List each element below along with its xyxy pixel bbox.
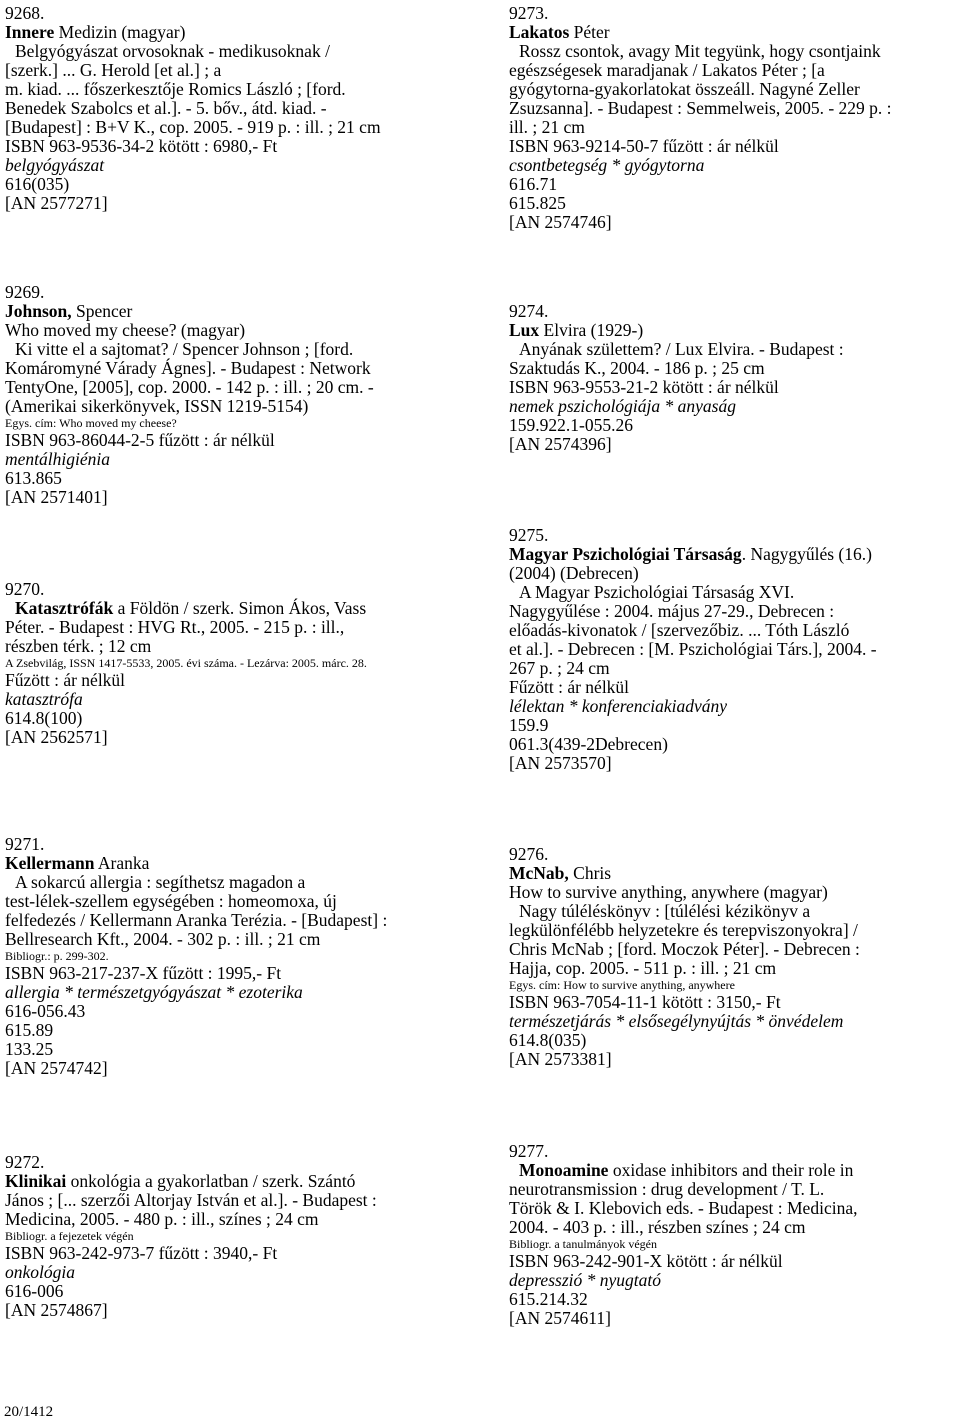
entry-note: Bibliogr. a tanulmányok végén xyxy=(509,1237,657,1251)
entry-heading: Lakatos Péter xyxy=(509,22,610,42)
entry-heading: Innere Medizin (magyar) xyxy=(5,22,186,42)
entry-an: [AN 2562571] xyxy=(5,727,108,747)
entry-line: Komáromyné Várady Ágnes]. - Budapest : Network xyxy=(5,358,371,378)
entry-title-line: Who moved my cheese? (magyar) xyxy=(5,320,246,340)
entry-isbn: Fűzött : ár nélkül xyxy=(509,677,630,697)
entry-line: A Magyar Pszichológiai Társaság XVI. xyxy=(519,582,795,602)
entry-udc: 616-006 xyxy=(5,1281,64,1301)
entry-heading: Kellermann Aranka xyxy=(5,853,150,873)
entry-subjects: természetjárás * elsősegélynyújtás * önvédelem xyxy=(509,1011,844,1031)
entry-9277 xyxy=(509,1142,960,1328)
entry-heading: Johnson, Spencer xyxy=(5,301,133,321)
entry-udc: 159.9 xyxy=(509,715,549,735)
entry-udc: 061.3(439-2Debrecen) xyxy=(509,734,668,754)
entry-line: előadás-kivonatok / [szervezőbiz. ... Tóth László xyxy=(509,620,850,640)
entry-line: (2004) (Debrecen) xyxy=(509,563,639,583)
entry-subjects: nemek pszichológiája * anyaság xyxy=(509,396,736,416)
entry-line: Belgyógyászat orvosoknak - medikusoknak / xyxy=(15,41,330,61)
entry-line: TentyOne, [2005], cop. 2000. - 142 p. : ill. ; 20 cm. - xyxy=(5,377,374,397)
entry-an: [AN 2574611] xyxy=(509,1308,611,1328)
entry-isbn: ISBN 963-7054-11-1 kötött : 3150,- Ft xyxy=(509,992,781,1012)
entry-line: Török & I. Klebovich eds. - Budapest : Medicina, xyxy=(509,1198,858,1218)
entry-udc: 615.89 xyxy=(5,1020,54,1040)
entry-9272 xyxy=(5,1153,465,1320)
entry-isbn: ISBN 963-217-237-X fűzött : 1995,- Ft xyxy=(5,963,282,983)
entry-isbn: ISBN 963-242-973-7 fűzött : 3940,- Ft xyxy=(5,1243,278,1263)
entry-line: et al.]. - Debrecen : [M. Pszichológiai Társ.], 2004. - xyxy=(509,639,877,659)
entry-line: m. kiad. ... főszerkesztője Romics László ; [ford. xyxy=(5,79,346,99)
entry-number: 9271. xyxy=(5,834,45,854)
entry-udc: 616(035) xyxy=(5,174,70,194)
entry-line: A sokarcú allergia : segíthetsz magadon a xyxy=(15,872,306,892)
entry-heading: Klinikai onkológia a gyakorlatban / szerk. Szántó xyxy=(5,1171,356,1191)
entry-line: legkülönfélébb helyzetekre és terepviszonyokra] / xyxy=(509,920,858,940)
entry-number: 9269. xyxy=(5,282,45,302)
entry-9275 xyxy=(509,526,960,773)
entry-line: gyógytorna-gyakorlatokat összeáll. Nagyné Zeller xyxy=(509,79,860,99)
entry-heading: Katasztrófák a Földön / szerk. Simon Ákos, Vass xyxy=(15,598,367,618)
entry-line: Nagygyűlése : 2004. május 27-29., Debrecen : xyxy=(509,601,835,621)
entry-subjects: csontbetegség * gyógytorna xyxy=(509,155,705,175)
entry-isbn: ISBN 963-9536-34-2 kötött : 6980,- Ft xyxy=(5,136,278,156)
entry-line: Rossz csontok, avagy Mit tegyünk, hogy csontjaink xyxy=(519,41,881,61)
entry-line: Bellresearch Kft., 2004. - 302 p. : ill. ; 21 cm xyxy=(5,929,321,949)
entry-note: Bibliogr. a fejezetek végén xyxy=(5,1229,134,1243)
entry-udc: 615.825 xyxy=(509,193,566,213)
entry-isbn: ISBN 963-86044-2-5 fűzött : ár nélkül xyxy=(5,430,275,450)
entry-heading: Monoamine oxidase inhibitors and their role in xyxy=(519,1160,854,1180)
entry-line: részben térk. ; 12 cm xyxy=(5,636,152,656)
entry-number: 9270. xyxy=(5,579,45,599)
entry-9271 xyxy=(5,835,465,1078)
entry-number: 9276. xyxy=(509,844,549,864)
entry-line: 2004. - 403 p. : ill., részben színes ; 24 cm xyxy=(509,1217,806,1237)
entry-line: Péter. - Budapest : HVG Rt., 2005. - 215 p. : ill., xyxy=(5,617,345,637)
entry-heading: Magyar Pszichológiai Társaság. Nagygyűlés (16.) xyxy=(509,544,872,564)
entry-line: ill. ; 21 cm xyxy=(509,117,585,137)
entry-9276 xyxy=(509,845,960,1069)
entry-line: Zsuzsanna]. - Budapest : Semmelweis, 2005. - 229 p. : xyxy=(509,98,892,118)
entry-9269 xyxy=(5,283,465,507)
entry-isbn: ISBN 963-9214-50-7 fűzött : ár nélkül xyxy=(509,136,779,156)
entry-subjects: allergia * természetgyógyászat * ezoterika xyxy=(5,982,303,1002)
entry-note: Egys. cím: Who moved my cheese? xyxy=(5,416,177,430)
entry-subjects: lélektan * konferenciakiadvány xyxy=(509,696,728,716)
entry-line: Chris McNab ; [ford. Moczok Péter]. - Debrecen : xyxy=(509,939,860,959)
entry-udc: 613.865 xyxy=(5,468,62,488)
entry-line: egészségesek maradjanak / Lakatos Péter ; [a xyxy=(509,60,825,80)
entry-subjects: depresszió * nyugtató xyxy=(509,1270,661,1290)
entry-isbn: Fűzött : ár nélkül xyxy=(5,670,126,690)
entry-number: 9272. xyxy=(5,1152,45,1172)
entry-subjects: mentálhigiénia xyxy=(5,449,110,469)
entry-9268 xyxy=(5,4,465,213)
entry-udc: 615.214.32 xyxy=(509,1289,588,1309)
entry-line: Anyának születtem? / Lux Elvira. - Budapest : xyxy=(519,339,844,359)
entry-line: test-lélek-szellem egységében : homeomoxa, új xyxy=(5,891,337,911)
entry-line: Medicina, 2005. - 480 p. : ill., színes ; 24 cm xyxy=(5,1209,319,1229)
entry-note: Egys. cím: How to survive anything, anywhere xyxy=(509,978,735,992)
entry-line: János ; [... szerzői Altorjay István et al.]. - Budapest : xyxy=(5,1190,377,1210)
entry-number: 9275. xyxy=(509,525,549,545)
entry-isbn: ISBN 963-9553-21-2 kötött : ár nélkül xyxy=(509,377,779,397)
entry-line: Ki vitte el a sajtomat? / Spencer Johnson ; [ford. xyxy=(15,339,354,359)
entry-udc: 614.8(035) xyxy=(509,1030,587,1050)
entry-note: Bibliogr.: p. 299-302. xyxy=(5,949,109,963)
entry-line: Hajja, cop. 2005. - 511 p. : ill. ; 21 cm xyxy=(509,958,777,978)
entry-line: Benedek Szabolcs et al.]. - 5. bőv., átd. kiad. - xyxy=(5,98,327,118)
entry-heading: McNab, Chris xyxy=(509,863,612,883)
page-footer: 20/1412 xyxy=(4,1404,54,1420)
entry-an: [AN 2574742] xyxy=(5,1058,108,1078)
entry-an: [AN 2573570] xyxy=(509,753,612,773)
entry-udc: 133.25 xyxy=(5,1039,54,1059)
entry-udc: 159.922.1-055.26 xyxy=(509,415,633,435)
entry-isbn: ISBN 963-242-901-X kötött : ár nélkül xyxy=(509,1251,783,1271)
entry-heading: Lux Elvira (1929-) xyxy=(509,320,644,340)
entry-line: neurotransmission : drug development / T. L. xyxy=(509,1179,825,1199)
entry-9273 xyxy=(509,4,960,232)
entry-an: [AN 2571401] xyxy=(5,487,108,507)
entry-line: Szaktudás K., 2004. - 186 p. ; 25 cm xyxy=(509,358,765,378)
entry-an: [AN 2574396] xyxy=(509,434,612,454)
entry-line: Nagy túléléskönyv : [túlélési kézikönyv a xyxy=(519,901,811,921)
entry-number: 9268. xyxy=(5,3,45,23)
entry-note: A Zsebvilág, ISSN 1417-5533, 2005. évi száma. - Lezárva: 2005. márc. 28. xyxy=(5,656,367,670)
entry-line: (Amerikai sikerkönyvek, ISSN 1219-5154) xyxy=(5,396,309,416)
entry-udc: 616-056.43 xyxy=(5,1001,86,1021)
entry-9274 xyxy=(509,302,960,454)
entry-an: [AN 2573381] xyxy=(509,1049,612,1069)
entry-number: 9277. xyxy=(509,1141,549,1161)
entry-an: [AN 2577271] xyxy=(5,193,108,213)
entry-number: 9273. xyxy=(509,3,549,23)
entry-subjects: onkológia xyxy=(5,1262,75,1282)
entry-line: felfedezés / Kellermann Aranka Terézia. - [Budapest] : xyxy=(5,910,388,930)
entry-line: [szerk.] ... G. Herold [et al.] ; a xyxy=(5,60,222,80)
entry-subjects: katasztrófa xyxy=(5,689,83,709)
entry-an: [AN 2574746] xyxy=(509,212,612,232)
entry-number: 9274. xyxy=(509,301,549,321)
entry-line: 267 p. ; 24 cm xyxy=(509,658,610,678)
entry-an: [AN 2574867] xyxy=(5,1300,108,1320)
entry-title-line: How to survive anything, anywhere (magyar) xyxy=(509,882,828,902)
entry-9270 xyxy=(5,580,465,747)
entry-udc: 614.8(100) xyxy=(5,708,83,728)
entry-line: [Budapest] : B+V K., cop. 2005. - 919 p. : ill. ; 21 cm xyxy=(5,117,381,137)
entry-udc: 616.71 xyxy=(509,174,558,194)
entry-subjects: belgyógyászat xyxy=(5,155,105,175)
